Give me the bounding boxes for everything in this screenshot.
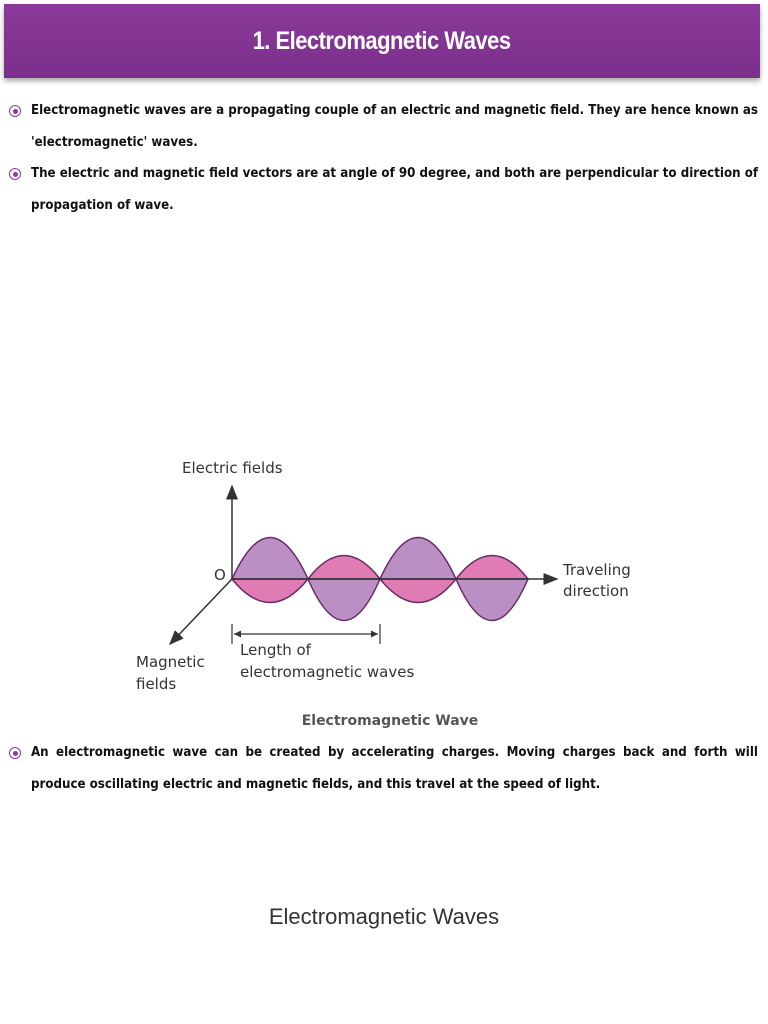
electric-fields-label: Electric fields [182, 459, 283, 477]
magnetic-lobe [456, 556, 528, 580]
header-banner [4, 4, 760, 78]
electric-lobe [308, 579, 380, 621]
length-label: Length of [240, 641, 311, 659]
electric-lobe [456, 579, 528, 621]
electromagnetic-wave-diagram [120, 448, 660, 738]
page-title: 1. Electromagnetic Waves [253, 26, 511, 55]
traveling-label: Traveling [563, 561, 631, 579]
magnetic-axis [170, 579, 232, 644]
bullet-item [8, 158, 758, 222]
electric-lobe [380, 538, 456, 580]
origin-label: O [214, 566, 226, 584]
magnetic-lobe [380, 579, 456, 603]
bullet-item [8, 737, 758, 801]
fields-label: fields [136, 675, 177, 693]
magnetic-lobe [308, 556, 380, 580]
bullet-item [8, 95, 758, 159]
footer-title: Electromagnetic Waves [268, 904, 500, 929]
electric-lobe [232, 538, 308, 580]
bullet-text: An electromagnetic wave can be created by accelerating charges. Moving charges back and forth will produce oscillating electric and magnetic fields, and this travel at the speed of light. [31, 745, 758, 792]
bullet-text: Electromagnetic waves are a propagating couple of an electric and magnetic field. They are hence known as 'electromagnetic' waves. [31, 103, 758, 150]
bullet-icon [9, 747, 21, 759]
bullet-text: The electric and magnetic field vectors are at angle of 90 degree, and both are perpendicular to direction of propagation of wave. [31, 166, 758, 213]
magnetic-lobe [232, 579, 308, 603]
magnetic-label: Magnetic [136, 653, 205, 671]
diagram-caption: Electromagnetic Wave [301, 713, 479, 729]
direction-label: direction [563, 582, 629, 600]
electromagnetic-waves-label: electromagnetic waves [240, 663, 415, 681]
bullet-icon [9, 105, 21, 117]
bullet-icon [9, 168, 21, 180]
